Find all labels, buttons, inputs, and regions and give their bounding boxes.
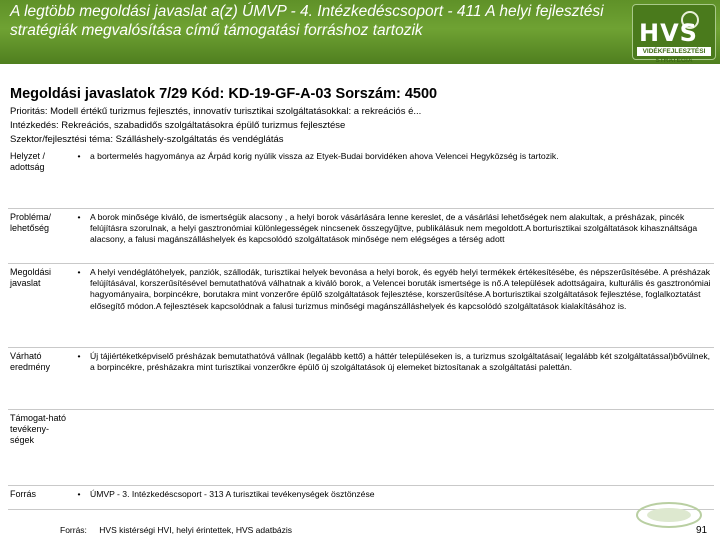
table-row <box>8 409 714 485</box>
row-label: Forrás <box>8 485 70 509</box>
page-title: Megoldási javaslatok 7/29 Kód: KD-19-GF-A-03 Sorszám: 4500 <box>10 86 438 102</box>
row-text: ÚMVP - 3. Intézkedéscsoport - 313 A turisztikai tevékenységek ösztönzése <box>88 485 714 509</box>
bullet-icon: • <box>70 263 88 347</box>
table-row <box>8 208 714 263</box>
meta-prioritas: Prioritás: Modell értékű turizmus fejlesztés, innovatív turisztikai szolgáltatásokkal: a rekreációs é... <box>10 106 422 117</box>
row-text <box>88 409 714 485</box>
table-row <box>8 485 714 509</box>
footer-text: HVS kistérségi HVI, helyi érintettek, HVS adatbázis <box>99 525 293 535</box>
row-label: Probléma/ lehetőség <box>8 208 70 263</box>
footer-source <box>60 525 292 535</box>
bullet-icon: • <box>70 347 88 409</box>
row-text: A borok minősége kiváló, de ismertségük alacsony , a helyi borok vásárlására lenne kereslet, de a vásárlási lehetőségek nem alakultak, a présházak, pincék felújításra szorulnak, a helyi gasztronómiai különlegességek nincsenek összegyűjtve, publikálásuk nem megoldott.A borturisztikai szolgáltatások kihasználtsága alacsony, a falusi magánszálláshelyek és kapcsolódó szolgáltatások minősége nem elégséges a térség adott <box>88 208 714 263</box>
hvs-logo <box>632 4 716 64</box>
bullet-icon: • <box>70 208 88 263</box>
row-text: a bortermelés hagyománya az Árpád korig nyúlik vissza az Etyek-Budai borvidéken ahova Velencei Hegyközség is tartozik. <box>88 148 714 208</box>
hvs-seal-icon <box>634 500 704 530</box>
footer-label: Forrás: <box>60 525 87 535</box>
meta-szektor: Szektor/fejlesztési téma: Szálláshely-szolgáltatás és vendéglátás <box>10 134 284 145</box>
page-number: 91 <box>696 525 708 536</box>
header-bar <box>0 0 720 64</box>
meta-intezkedes: Intézkedés: Rekreációs, szabadidős szolgáltatásokra épülő turizmus fejlesztése <box>10 120 346 131</box>
table-row <box>8 148 714 208</box>
logo-mark: HVS <box>639 19 698 47</box>
table-row <box>8 263 714 347</box>
header-title: A legtöbb megoldási javaslat a(z) ÚMVP - 4. Intézkedéscsoport - 411 A helyi fejlesztési stratégiák megvalósítása című támogatási forráshoz tartozik <box>10 3 604 39</box>
logo-subtext: VIDÉKFEJLESZTÉSI STRATÉGIA <box>637 47 711 56</box>
row-text: A helyi vendéglátóhelyek, panziók, szállodák, turisztikai helyek bevonása a helyi borok, és egyéb helyi termékek értékesítésébe, és népszerűsítésébe. A présházak felújításával, korszerűsítésével bemutathatóvá válhatnak a kiváló borok, a Velencei boruták ismertsége is nő.A települések adottságaira, kulturális és gasztronómiai hagyományaira, borpincékre, borutakra mint vonzerőre épülő szolgáltatások fejlesztése, korszerűsítése.A borturisztikai szolgáltatások fejlesztése, foglalkoztatást elősegítő módon.A fejlesztések kapcsolódnak a falusi turizmus minőségi magánszálláshelyek és kapcsolódó szolgáltatások kialakításához is. <box>88 263 714 347</box>
bullet-icon: • <box>70 485 88 509</box>
row-label: Megoldási javaslat <box>8 263 70 347</box>
row-text: Új tájiértéketképviselő présházak bemutathatóvá vállnak (legalább kettő) a háttér településeken is, a turizmus szolgáltatásai( legalább két szolgáltatással)bővülnek, a borpincékre, présházakra mint turisztikai vonzerőkre épülő új szolgáltatások új elemeket biztosítanak a szolgáltatási palettán. <box>88 347 714 409</box>
row-label: Várható eredmény <box>8 347 70 409</box>
row-label: Támogat-ható tevékeny-ségek <box>8 409 70 485</box>
table-row <box>8 347 714 409</box>
bullet-icon: • <box>70 148 88 208</box>
bullet-icon <box>70 409 88 485</box>
row-label: Helyzet / adottság <box>8 148 70 208</box>
solution-table <box>8 148 714 510</box>
